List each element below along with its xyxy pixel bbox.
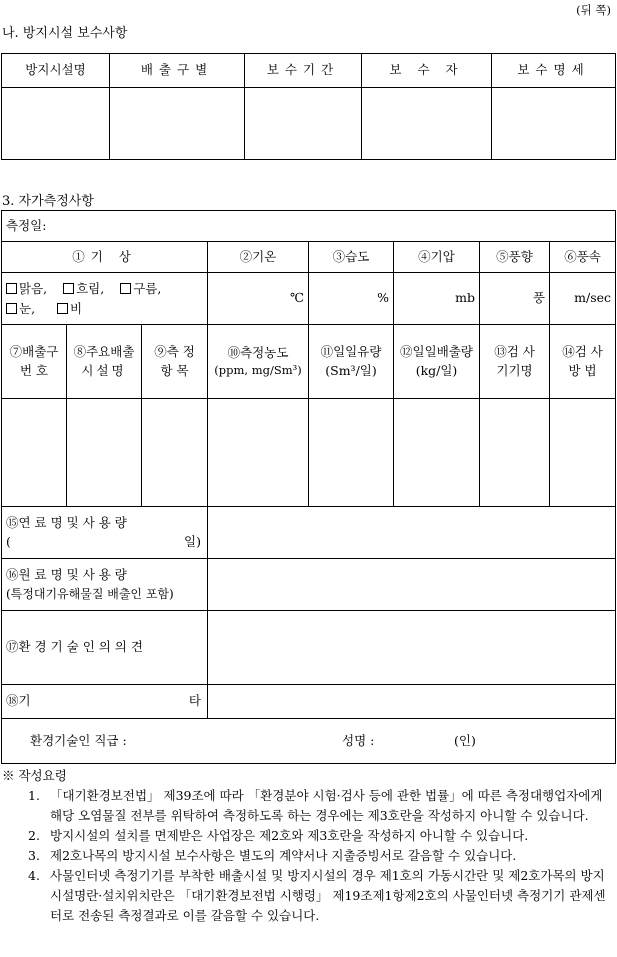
weather-option-snow[interactable]: 눈, [6, 299, 35, 319]
header-outlet: 배출구별 [110, 54, 245, 88]
cell-period[interactable] [245, 88, 362, 160]
header-pressure: ④기압 [394, 242, 480, 273]
name-label: 성명 : [342, 733, 375, 748]
checkbox-icon [120, 283, 131, 294]
tech-rank-label: 환경기술인 직급 : [30, 733, 127, 748]
header-daily-flow: ⑪일일유량 (Sm³/일) [309, 325, 394, 399]
wind-direction-value[interactable]: 풍 [480, 273, 550, 325]
seal-label: (인) [454, 733, 476, 748]
checkbox-icon [57, 303, 68, 314]
label-fuel: ⑮연 료 명 및 사 용 량 ( 일) [2, 507, 208, 559]
section-maintenance-title: 나. 방지시설 보수사항 [2, 26, 128, 41]
writing-guide-title: ※ 작성요령 [2, 768, 67, 783]
header-concentration: ⑩측정농도 (ppm, mg/Sm³) [208, 325, 309, 399]
cell-details[interactable] [492, 88, 616, 160]
header-humidity: ③습도 [309, 242, 394, 273]
weather-option-cloudy[interactable]: 흐림, [63, 279, 104, 299]
header-weather: ①기 상 [2, 242, 208, 273]
header-repairer: 보 수 자 [362, 54, 492, 88]
cell-measure-item[interactable] [142, 399, 208, 507]
cell-other[interactable] [208, 685, 616, 719]
weather-option-overcast[interactable]: 구름, [120, 279, 161, 299]
cell-outlet[interactable] [110, 88, 245, 160]
header-temperature: ②기온 [208, 242, 309, 273]
cell-inspection-method[interactable] [550, 399, 616, 507]
guide-item: 1. 「대기환경보전법」 제39조에 따라 「환경분야 시험·검사 등에 관한 법률」에 따른 측정대행업자에게 해당 오염물질 전부를 위탁하여 측정하도록 하는 경우에는 제3호란을 작성하지 아니할 수 있습니다. [28, 788, 603, 823]
page-note: (뒤 쪽) [576, 3, 611, 17]
wind-speed-value[interactable]: m/sec [550, 273, 616, 325]
header-daily-emission: ⑫일일배출량 (kg/일) [394, 325, 480, 399]
measurement-date-cell[interactable] [2, 211, 616, 242]
header-inspection-device: ⑬검 사 기기명 [480, 325, 550, 399]
maintenance-table [1, 53, 616, 160]
header-outlet-number: ⑦배출구 번 호 [2, 325, 67, 399]
header-main-facility: ⑧주요배출 시설명 [67, 325, 142, 399]
cell-daily-flow[interactable] [309, 399, 394, 507]
pressure-value[interactable]: mb [394, 273, 480, 325]
header-period: 보수기간 [245, 54, 362, 88]
temperature-value[interactable]: ℃ [208, 273, 309, 325]
header-inspection-method: ⑭검 사 방 법 [550, 325, 616, 399]
writing-guide [0, 766, 617, 926]
weather-option-clear[interactable]: 맑음, [6, 279, 47, 299]
cell-opinion[interactable] [208, 611, 616, 685]
header-wind-speed: ⑥풍속 [550, 242, 616, 273]
label-opinion: ⑰환 경 기 술 인 의 의 견 [2, 611, 208, 685]
cell-fuel[interactable] [208, 507, 616, 559]
label-raw-material: ⑯원 료 명 및 사 용 량 (특정대기유해물질 배출인 포함) [2, 559, 208, 611]
checkbox-icon [6, 283, 17, 294]
humidity-value[interactable]: % [309, 273, 394, 325]
header-facility-name: 방지시설명 [2, 54, 110, 88]
signature-row [2, 719, 616, 764]
guide-item: 2. 방지시설의 설치를 면제받은 사업장은 제2호와 제3호란을 작성하지 아니할 수 있습니다. [28, 828, 529, 843]
cell-repairer[interactable] [362, 88, 492, 160]
guide-item: 4. 사물인터넷 측정기기를 부착한 배출시설 및 방지시설의 경우 제1호의 가동시간란 및 제2호가목의 방지시설명란·설치위치란은 「대기환경보전법 시행령」 제19조제1항제2호의 사물인터넷 측정기기 관제센터로 전송된 측정결과로 이를 갈음할 수 있습니다. [28, 868, 606, 923]
cell-concentration[interactable] [208, 399, 309, 507]
cell-daily-emission[interactable] [394, 399, 480, 507]
cell-outlet-number[interactable] [2, 399, 67, 507]
measurement-table [1, 210, 616, 764]
weather-option-rain[interactable]: 비 [57, 299, 82, 319]
header-details: 보수명세 [492, 54, 616, 88]
section-self-measurement-title: 3. 자가측정사항 [2, 194, 94, 209]
cell-raw-material[interactable] [208, 559, 616, 611]
cell-inspection-device[interactable] [480, 399, 550, 507]
label-other: ⑱기 타 [2, 685, 208, 719]
checkbox-icon [6, 303, 17, 314]
cell-facility-name[interactable] [2, 88, 110, 160]
cell-main-facility[interactable] [67, 399, 142, 507]
header-wind-direction: ⑤풍향 [480, 242, 550, 273]
weather-options [2, 273, 208, 325]
measurement-date-label: 측정일: [6, 217, 47, 233]
checkbox-icon [63, 283, 74, 294]
guide-item: 3. 제2호나목의 방지시설 보수사항은 별도의 계약서나 지출증빙서로 갈음할 수 있습니다. [28, 848, 517, 863]
header-measure-item: ⑨측 정 항 목 [142, 325, 208, 399]
